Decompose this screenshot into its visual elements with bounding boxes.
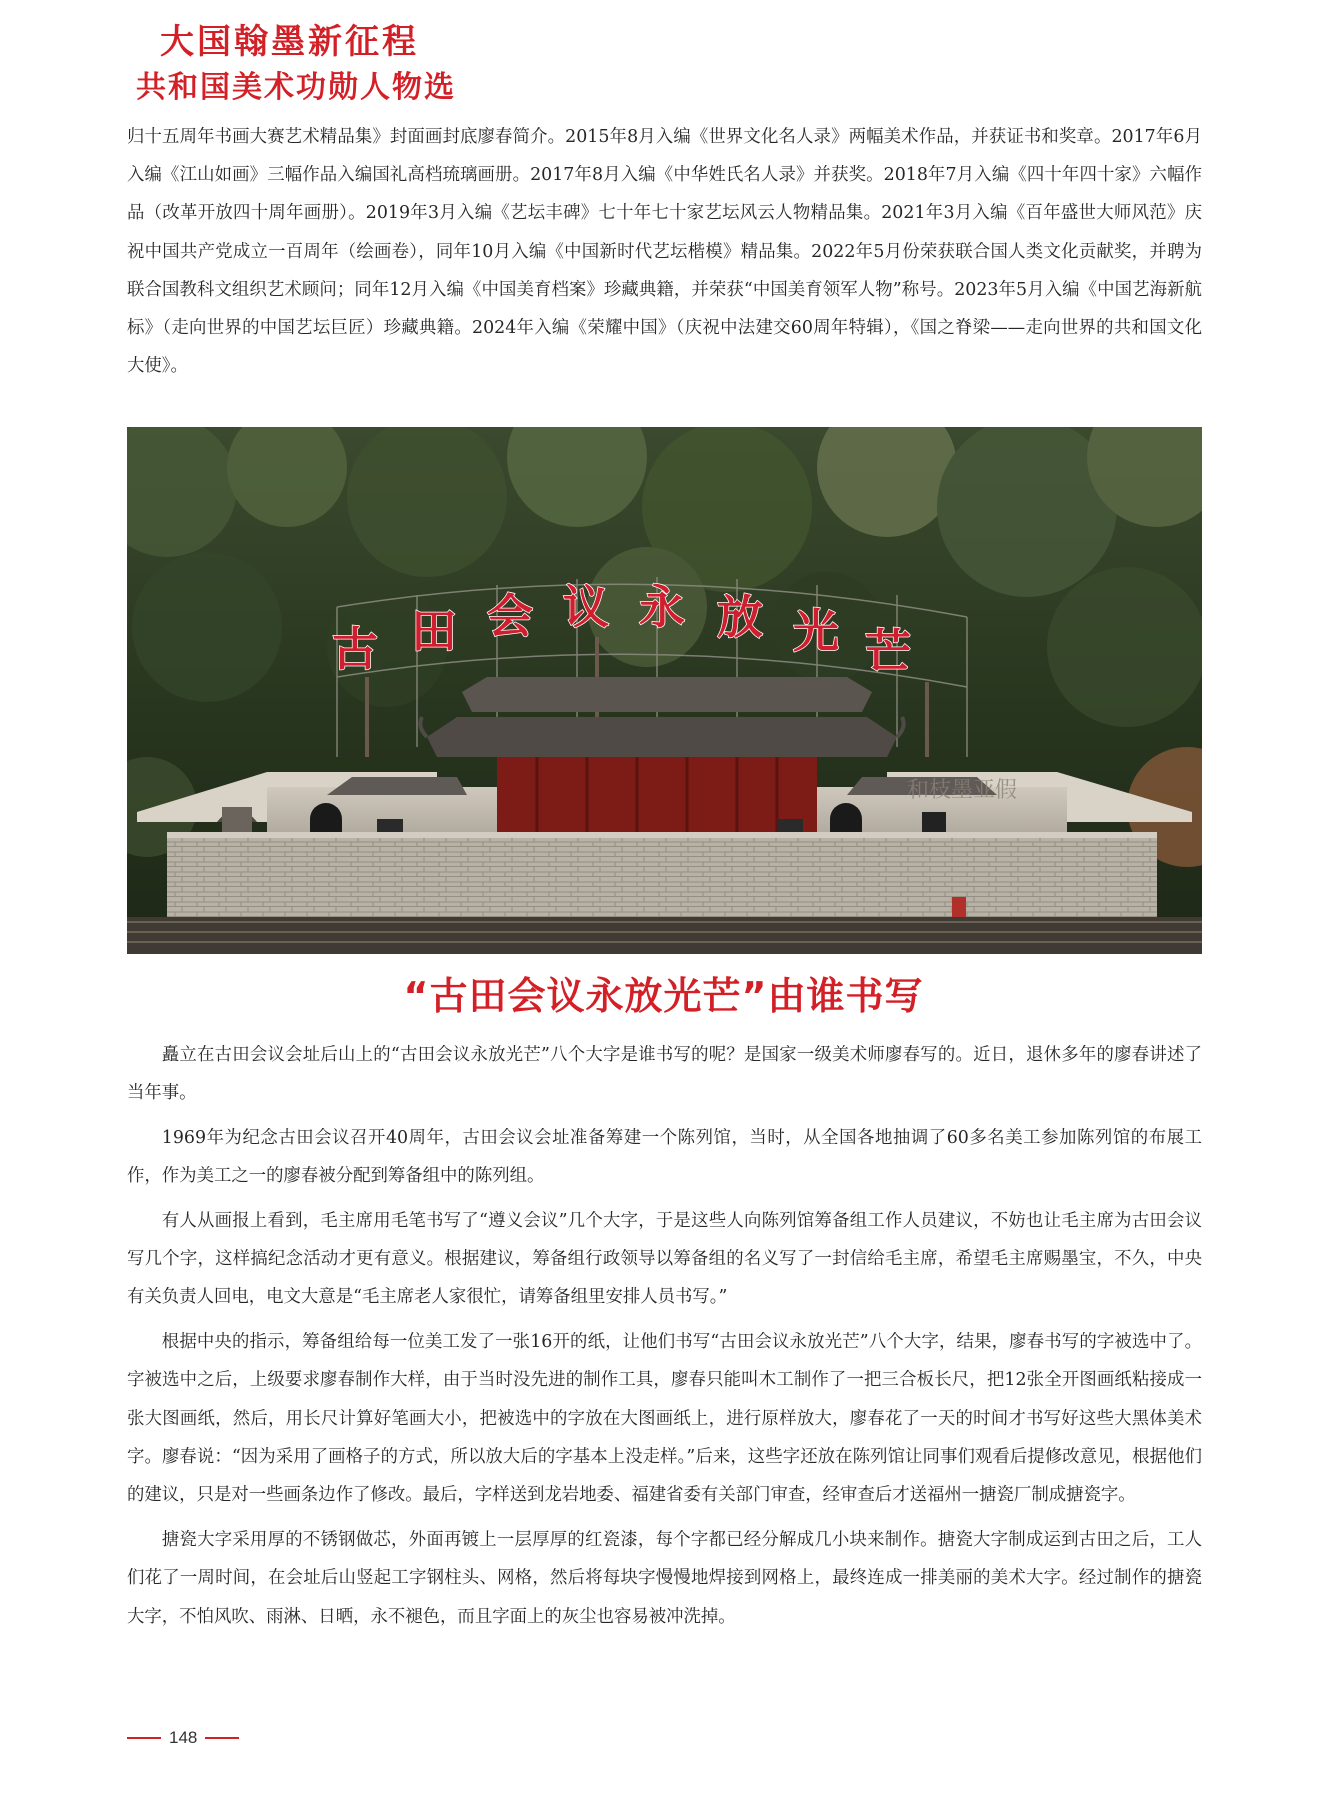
footer-rule-left [127, 1737, 161, 1739]
magazine-section-subtitle: 共和国美术功勋人物选 [136, 70, 456, 105]
gutian-meeting-site-photo [127, 427, 1202, 954]
article-paragraph: 1969年为纪念古田会议召开40周年，古田会议会址准备筹建一个陈列馆，当时，从全国各地抽调了60多名美工参加陈列馆的布展工作，作为美工之一的廖春被分配到筹备组中的陈列组。 [127, 1127, 1202, 1187]
stone-wall [167, 837, 1157, 917]
sign-char-6: 放 [717, 590, 763, 644]
sign-char-7: 光 [793, 604, 839, 658]
sign-char-2: 田 [411, 604, 457, 658]
page-footer [127, 1725, 239, 1751]
article-body [127, 1036, 1202, 1642]
sign-char-8: 芒 [865, 624, 911, 678]
sign-char-3: 会 [487, 589, 533, 643]
article-paragraph: 矗立在古田会议会址后山上的“古田会议永放光芒”八个大字是谁书写的呢？是国家一级美术师廖春写的。近日，退休多年的廖春讲述了当年事。 [127, 1045, 1202, 1104]
article-paragraph: 根据中央的指示，筹备组给每一位美工发了一张16开的纸，让他们书写“古田会议永放光芒”八个大字，结果，廖春书写的字被选中了。字被选中之后，上级要求廖春制作大样，由于当时没先进的制作工具，廖春只能叫木工制作了一把三合板长尺，把12张全开图画纸粘接成一张大图画纸，然后，用长尺计算好笔画大小，把被选中的字放在大图画纸上，进行原样放大，廖春花了一天的时间才书写好这些大黑体美术字。廖春说：“因为采用了画格子的方式，所以放大后的字基本上没走样。”后来，这些字还放在陈列馆让同事们观看后提修改意见，根据他们的建议，只是对一些画条边作了修改。最后，字样送到龙岩地委、福建省委有关部门审查，经审查后才送福州一搪瓷厂制成搪瓷字。 [127, 1331, 1202, 1506]
wall-inscription: 和枝墨亚假 [907, 778, 1018, 803]
article-title: “古田会议永放光芒”由谁书写 [403, 974, 924, 1018]
intro-paragraph: 归十五周年书画大赛艺术精品集》封面画封底廖春简介。2015年8月入编《世界文化名人录》两幅美术作品，并获证书和奖章。2017年6月入编《江山如画》三幅作品入编国礼高档琉璃画册。2017年8月入编《中华姓氏名人录》并获奖。2018年7月入编《四十年四十家》六幅作品（改革开放四十周年画册）。2019年3月入编《艺坛丰碑》七十年七十家艺坛风云人物精品集。2021年3月入编《百年盛世大师风范》庆祝中国共产党成立一百周年（绘画卷），同年10月入编《中国新时代艺坛楷模》精品集。2022年5月份荣获联合国人类文化贡献奖，并聘为联合国教科文组织艺术顾问；同年12月入编《中国美育档案》珍藏典籍，并荣获“中国美育领军人物”称号。2023年5月入编《中国艺海新航标》（走向世界的中国艺坛巨匠）珍藏典籍。2024年入编《荣耀中国》（庆祝中法建交60周年特辑），《国之脊梁——走向世界的共和国文化大使》。 [127, 127, 1202, 377]
footer-rule-right [205, 1737, 239, 1739]
sign-char-5: 永 [639, 580, 685, 634]
article-paragraph: 有人从画报上看到，毛主席用毛笔书写了“遵义会议”几个大字，于是这些人向陈列馆筹备组工作人员建议，不妨也让毛主席为古田会议写几个字，这样搞纪念活动才更有意义。根据建议，筹备组行政领导以筹备组的名义写了一封信给毛主席，希望毛主席赐墨宝，不久，中央有关负责人回电，电文大意是“毛主席老人家很忙，请筹备组里安排人员书写。” [127, 1210, 1202, 1308]
sign-char-4: 议 [563, 580, 609, 634]
page-number: 148 [169, 1728, 198, 1747]
article-paragraph: 搪瓷大字采用厚的不锈钢做芯，外面再镀上一层厚厚的红瓷漆，每个字都已经分解成几小块来制作。搪瓷大字制成运到古田之后，工人们花了一周时间，在会址后山竖起工字钢柱头、网格，然后将每块字慢慢地焊接到网格上，最终连成一排美丽的美术大字。经过制作的搪瓷大字，不怕风吹、雨淋、日晒，永不褪色，而且字面上的灰尘也容易被冲洗掉。 [127, 1529, 1202, 1627]
magazine-section-title: 大国翰墨新征程 [160, 22, 419, 62]
sign-char-1: 古 [332, 622, 378, 676]
